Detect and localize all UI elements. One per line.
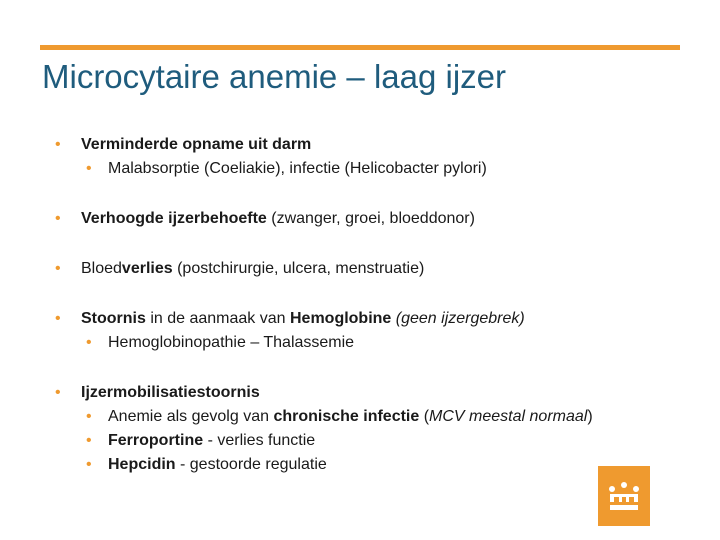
bullet-text: - gestoorde regulatie [175,456,327,473]
bullet-icon: • [86,432,92,449]
sub-bullet [55,157,695,181]
logo [598,466,650,526]
bullet-icon: • [86,456,92,473]
bullet-text: (postchirurgie, ulcera, menstruatie) [172,260,425,277]
sub-bullet [55,331,695,355]
bullet-text: Malabsorptie (Coeliakie), infectie (Helicobacter pylori) [108,160,487,177]
bullet-text: Verminderde opname uit darm [81,136,312,153]
spacer [55,231,695,257]
bullet-text: (zwanger, groei, bloeddonor) [266,210,475,227]
bullet [55,381,695,405]
slide-title: Microcytaire anemie – laag ijzer [42,58,507,95]
bullet-text: verlies [121,260,173,277]
spacer [55,355,695,381]
bullet-icon: • [55,136,61,153]
bullet [55,133,695,157]
bullet-text: Ferroportine [108,432,204,449]
bullet-item [55,381,695,477]
bullet-text: Stoornis [81,310,146,327]
bullet-icon: • [55,310,61,327]
sub-bullet [55,405,695,429]
bullet-item [55,257,695,281]
bullet-list [55,133,695,477]
bullet-text: Hemoglobinopathie – Thalassemie [108,334,355,351]
bullet [55,307,695,331]
bullet-text: ( [419,408,430,425]
bullet-text: chronische infectie [273,408,420,425]
bullet-text: Bloed [81,260,122,277]
crown-icon [598,466,650,526]
sub-bullet [55,429,695,453]
spacer [55,181,695,207]
bullet-icon: • [55,384,61,401]
bullet-text: ) [587,408,593,425]
bullet-text: Anemie als gevolg van [108,408,274,425]
bullet-text: (geen ijzergebrek) [391,310,525,327]
bullet-text: Hepcidin [108,456,176,473]
bullet-text: Verhoogde ijzerbehoefte [81,210,267,227]
bullet-text: - verlies functie [203,432,316,449]
bullet-text: Hemoglobine [289,310,392,327]
bullet-text: Ijzermobilisatiestoornis [81,384,260,401]
bullet-text: in de aanmaak van [145,310,290,327]
bullet-text: MCV meestal normaal [429,408,588,425]
bullet-icon: • [86,334,92,351]
bullet-icon: • [55,210,61,227]
bullet [55,257,695,281]
bullet-item [55,207,695,231]
bullet-icon: • [86,160,92,177]
bullet [55,207,695,231]
top-accent-rule [40,45,680,50]
spacer [55,281,695,307]
bullet-icon: • [55,260,61,277]
bullet-item [55,133,695,181]
bullet-icon: • [86,408,92,425]
bullet-item [55,307,695,355]
